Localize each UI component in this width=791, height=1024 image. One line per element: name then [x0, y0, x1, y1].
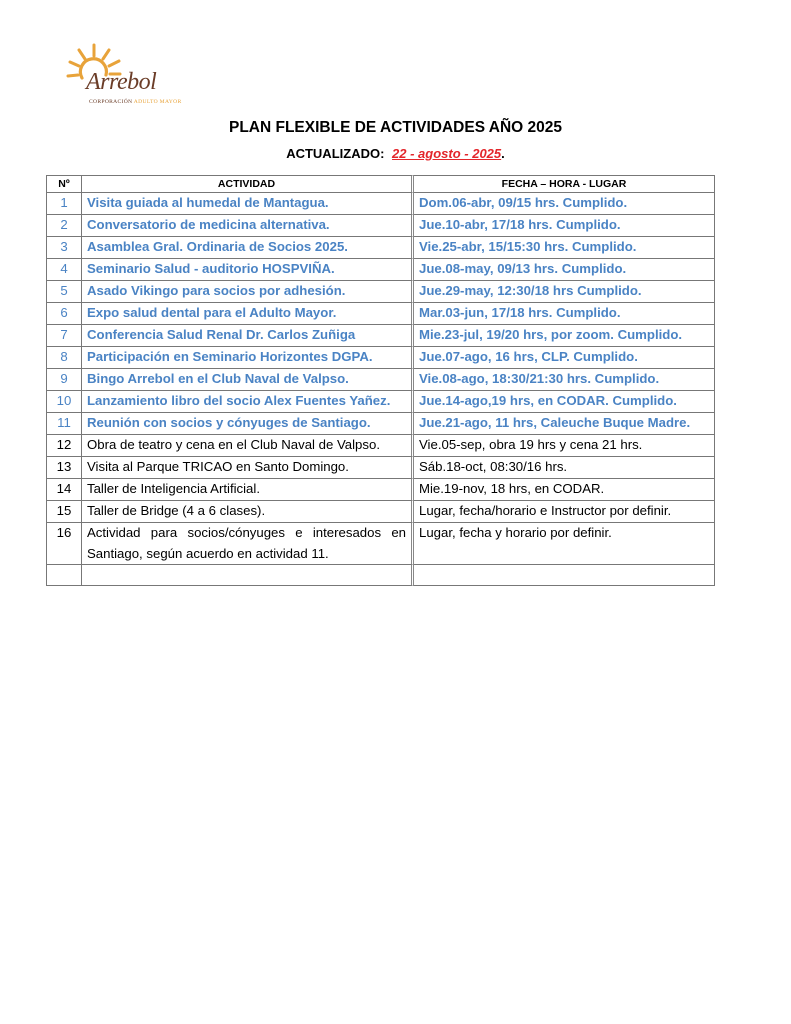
table-row — [46, 303, 715, 325]
table-row — [46, 369, 715, 391]
header-number: Nº — [46, 175, 82, 193]
row-date-time-place: Jue.08-may, 09/13 hrs. Cumplido. — [414, 259, 715, 281]
table-row — [46, 281, 715, 303]
row-number: 4 — [46, 259, 82, 281]
row-activity: Lanzamiento libro del socio Alex Fuentes Yañez. — [82, 391, 414, 413]
table-row — [46, 193, 715, 215]
row-number: 8 — [46, 347, 82, 369]
row-activity: Reunión con socios y cónyuges de Santiago. — [82, 413, 414, 435]
logo-wordmark: Arrebol — [86, 69, 157, 95]
row-activity: Conferencia Salud Renal Dr. Carlos Zuñiga — [82, 325, 414, 347]
empty-cell — [46, 565, 82, 586]
row-number: 5 — [46, 281, 82, 303]
row-activity: Actividad para socios/cónyuges e interesados en Santiago, según acuerdo en actividad 11. — [82, 523, 414, 565]
logo-tagline-part2: ADULTO MAYOR — [133, 99, 182, 105]
table-row — [46, 347, 715, 369]
row-date-time-place: Vie.25-abr, 15/15:30 hrs. Cumplido. — [414, 237, 715, 259]
row-activity: Visita guiada al humedal de Mantagua. — [82, 193, 414, 215]
row-activity: Obra de teatro y cena en el Club Naval de Valpso. — [82, 435, 414, 457]
updated-label: ACTUALIZADO: — [286, 146, 385, 161]
empty-cell — [414, 565, 715, 586]
row-number: 7 — [46, 325, 82, 347]
row-date-time-place: Jue.10-abr, 17/18 hrs. Cumplido. — [414, 215, 715, 237]
row-number: 14 — [46, 479, 82, 501]
row-number: 1 — [46, 193, 82, 215]
row-date-time-place: Vie.05-sep, obra 19 hrs y cena 21 hrs. — [414, 435, 715, 457]
table-row — [46, 457, 715, 479]
table-row — [46, 523, 715, 565]
row-activity: Visita al Parque TRICAO en Santo Domingo. — [82, 457, 414, 479]
logo-tagline — [89, 99, 181, 105]
row-activity: Taller de Inteligencia Artificial. — [82, 479, 414, 501]
table-row — [46, 435, 715, 457]
row-date-time-place: Jue.14-ago,19 hrs, en CODAR. Cumplido. — [414, 391, 715, 413]
page-title: PLAN FLEXIBLE DE ACTIVIDADES AÑO 2025 — [228, 119, 562, 136]
row-activity: Seminario Salud - auditorio HOSPVIÑA. — [82, 259, 414, 281]
table-row-empty — [46, 565, 715, 586]
logo-tagline-part1: CORPORACIÓN — [89, 99, 133, 105]
table-row — [46, 501, 715, 523]
row-number: 9 — [46, 369, 82, 391]
row-date-time-place: Mie.19-nov, 18 hrs, en CODAR. — [414, 479, 715, 501]
table-row — [46, 325, 715, 347]
row-number: 12 — [46, 435, 82, 457]
empty-cell — [82, 565, 414, 586]
row-activity: Expo salud dental para el Adulto Mayor. — [82, 303, 414, 325]
row-number: 3 — [46, 237, 82, 259]
row-number: 16 — [46, 523, 82, 565]
activities-table — [46, 175, 715, 586]
updated-trailing: . — [501, 146, 505, 161]
arrebol-logo — [66, 42, 186, 108]
row-number: 10 — [46, 391, 82, 413]
table-row — [46, 237, 715, 259]
table-row — [46, 391, 715, 413]
row-activity: Participación en Seminario Horizontes DGPA. — [82, 347, 414, 369]
table-row — [46, 259, 715, 281]
table-row — [46, 413, 715, 435]
row-number: 11 — [46, 413, 82, 435]
updated-date: 22 - agosto - 2025 — [392, 146, 502, 161]
row-date-time-place: Mar.03-jun, 17/18 hrs. Cumplido. — [414, 303, 715, 325]
header-date-time-place: FECHA – HORA - LUGAR — [414, 175, 715, 193]
row-date-time-place: Dom.06-abr, 09/15 hrs. Cumplido. — [414, 193, 715, 215]
row-activity: Asamblea Gral. Ordinaria de Socios 2025. — [82, 237, 414, 259]
row-number: 13 — [46, 457, 82, 479]
row-date-time-place: Jue.07-ago, 16 hrs, CLP. Cumplido. — [414, 347, 715, 369]
row-date-time-place: Jue.29-may, 12:30/18 hrs Cumplido. — [414, 281, 715, 303]
row-activity: Bingo Arrebol en el Club Naval de Valpso. — [82, 369, 414, 391]
table-header-row — [46, 175, 715, 193]
row-number: 15 — [46, 501, 82, 523]
row-date-time-place: Jue.21-ago, 11 hrs, Caleuche Buque Madre. — [414, 413, 715, 435]
updated-line — [0, 146, 791, 161]
row-date-time-place: Lugar, fecha y horario por definir. — [414, 523, 715, 565]
table-row — [46, 479, 715, 501]
row-date-time-place: Mie.23-jul, 19/20 hrs, por zoom. Cumplido. — [414, 325, 715, 347]
header-activity: ACTIVIDAD — [82, 175, 414, 193]
row-activity: Conversatorio de medicina alternativa. — [82, 215, 414, 237]
row-number: 6 — [46, 303, 82, 325]
row-date-time-place: Sáb.18-oct, 08:30/16 hrs. — [414, 457, 715, 479]
row-activity: Asado Vikingo para socios por adhesión. — [82, 281, 414, 303]
row-activity: Taller de Bridge (4 a 6 clases). — [82, 501, 414, 523]
row-date-time-place: Vie.08-ago, 18:30/21:30 hrs. Cumplido. — [414, 369, 715, 391]
row-date-time-place: Lugar, fecha/horario e Instructor por definir. — [414, 501, 715, 523]
row-number: 2 — [46, 215, 82, 237]
table-row — [46, 215, 715, 237]
